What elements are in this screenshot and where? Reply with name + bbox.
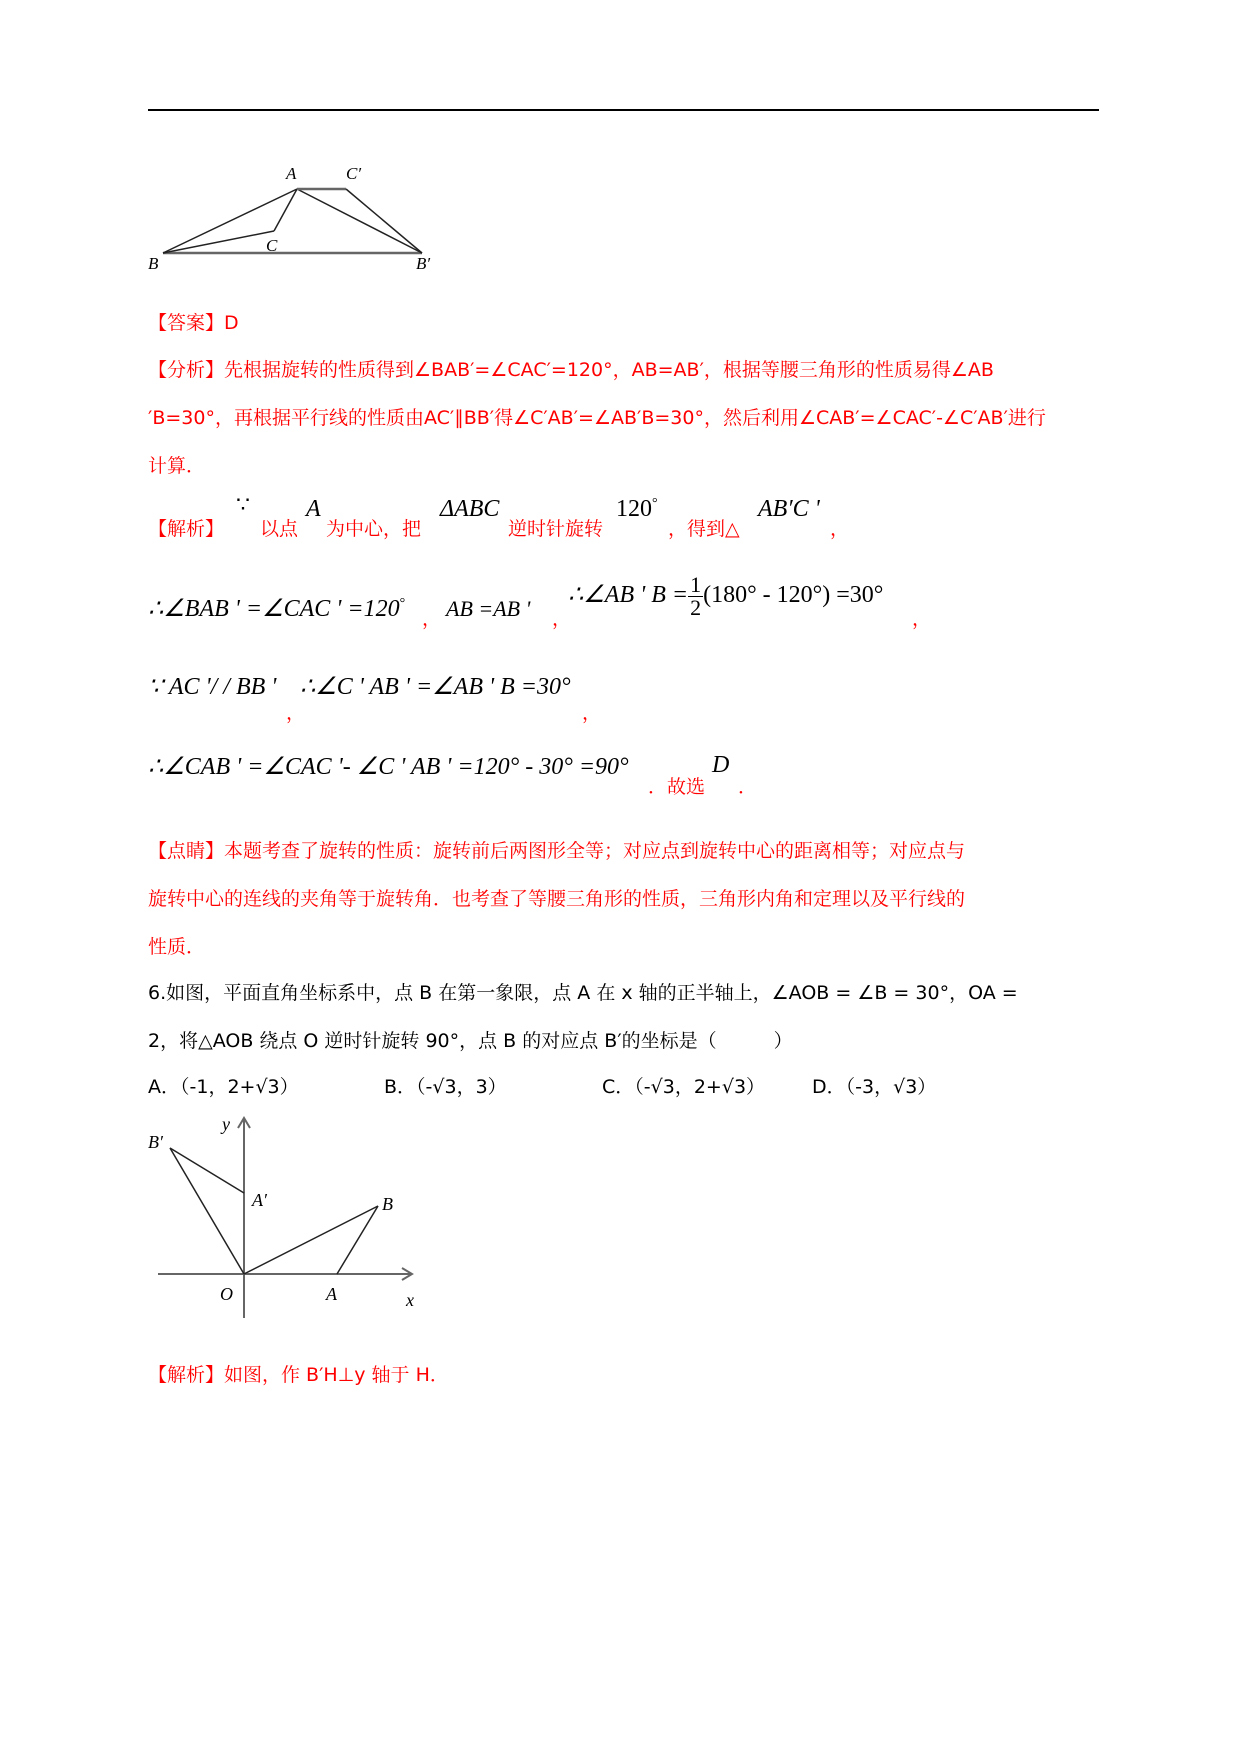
math-A: A — [306, 496, 321, 522]
math-triangle-ABC: ΔABC — [440, 496, 500, 522]
solution-text-7: ． — [738, 776, 758, 798]
label-C-prime: C′ — [346, 164, 362, 183]
analysis-text-1: 先根据旋转的性质得到∠BAB′=∠CAC′=120°，AB=AB′，根据等腰三角形的性质易得∠AB — [224, 359, 994, 381]
option-C[interactable]: C．（-√3，2+√3） — [602, 1076, 766, 1098]
solution-text-4: ，得到△ — [668, 518, 740, 540]
header-rule — [148, 109, 1099, 111]
equation-2: AB =AB ' — [446, 596, 531, 621]
solution-tag: 【解析】 — [148, 518, 225, 540]
math-120: 120° — [616, 496, 658, 522]
label-A-prime: A′ — [252, 1190, 267, 1210]
solution-text-6: ．故选 — [648, 776, 706, 798]
label-x: x — [406, 1290, 414, 1310]
comment-tag: 【点睛】 — [148, 840, 225, 862]
option-B[interactable]: B．（-√3，3） — [384, 1076, 507, 1098]
label-B-prime: B′ — [416, 254, 431, 273]
option-A[interactable]: A．（-1，2+√3） — [148, 1076, 299, 1098]
solution-text-3: 逆时针旋转 — [508, 518, 604, 540]
question-6-line-1: 6.如图，平面直角坐标系中，点 B 在第一象限，点 A 在 x 轴的正半轴上，∠AOB = ∠B = 30°，OA = — [148, 982, 1018, 1004]
analysis-line-3: 计算． — [148, 455, 206, 477]
label-B: B — [148, 254, 159, 273]
because-symbol: ∵ — [236, 492, 250, 517]
eq2-comma: ， — [552, 608, 572, 630]
label-C: C — [266, 236, 278, 255]
solution-text-2: 为中心，把 — [326, 518, 422, 540]
comment-line-1: 【点睛】本题考查了旋转的性质：旋转前后两图形全等；对应点到旋转中心的距离相等；对应点与 — [148, 840, 966, 862]
comment-line-3: 性质． — [148, 936, 206, 958]
solution-text-5: ， — [830, 518, 850, 540]
equation-5: ∴∠C ' AB ' =∠AB ' B =30° — [300, 674, 571, 700]
solution-6-tag: 【解析】 — [148, 1364, 225, 1386]
solution-text-1: 以点 — [260, 518, 299, 540]
eq5-comma: ， — [582, 702, 602, 724]
figure-coordinate-rotation — [140, 1108, 440, 1338]
label-A: A — [286, 164, 297, 183]
answer-tag: 【答案】 — [148, 312, 225, 334]
label-B: B — [382, 1194, 393, 1214]
label-A: A — [326, 1284, 337, 1304]
answer-line — [148, 308, 239, 335]
question-6-line-2: 2，将△AOB 绕点 O 逆时针旋转 90°，点 B 的对应点 B′的坐标是（ ） — [148, 1030, 793, 1052]
equation-6: ∴∠CAB ' =∠CAC '- ∠C ' AB ' =120° - 30° =90° — [148, 754, 629, 780]
label-y: y — [222, 1114, 230, 1134]
answer-value: D — [224, 312, 239, 334]
math-D: D — [712, 752, 730, 778]
comment-line-2: 旋转中心的连线的夹角等于旋转角．也考查了等腰三角形的性质，三角形内角和定理以及平行线的 — [148, 888, 966, 910]
eq1-comma: ， — [422, 608, 442, 630]
solution-6-line: 【解析】如图，作 B′H⊥y 轴于 H． — [148, 1364, 449, 1386]
equation-1: ∴∠BAB ' =∠CAC ' =120° — [148, 596, 406, 622]
eq3-comma: ， — [912, 608, 932, 630]
equation-3: ∴∠AB ' B = $\frac{1}{2}$ (180° - 120°) =30° — [568, 572, 884, 620]
analysis-line-2: ′B=30°，再根据平行线的性质由AC′∥BB′得∠C′AB′=∠AB′B=30°，然后利用∠CAB′=∠CAC′-∠C′AB′进行 — [148, 407, 1046, 429]
label-B-prime: B′ — [148, 1132, 163, 1152]
label-O: O — [220, 1284, 233, 1304]
equation-4: ∵ AC '/ / BB ' — [148, 674, 277, 700]
option-D[interactable]: D．（-3，√3） — [812, 1076, 937, 1098]
figure-rotation-triangles — [148, 155, 448, 275]
eq4-comma: ， — [286, 702, 306, 724]
math-ABC-prime: AB′C ' — [758, 496, 820, 522]
analysis-line-1 — [148, 355, 994, 382]
analysis-tag: 【分析】 — [148, 359, 225, 381]
